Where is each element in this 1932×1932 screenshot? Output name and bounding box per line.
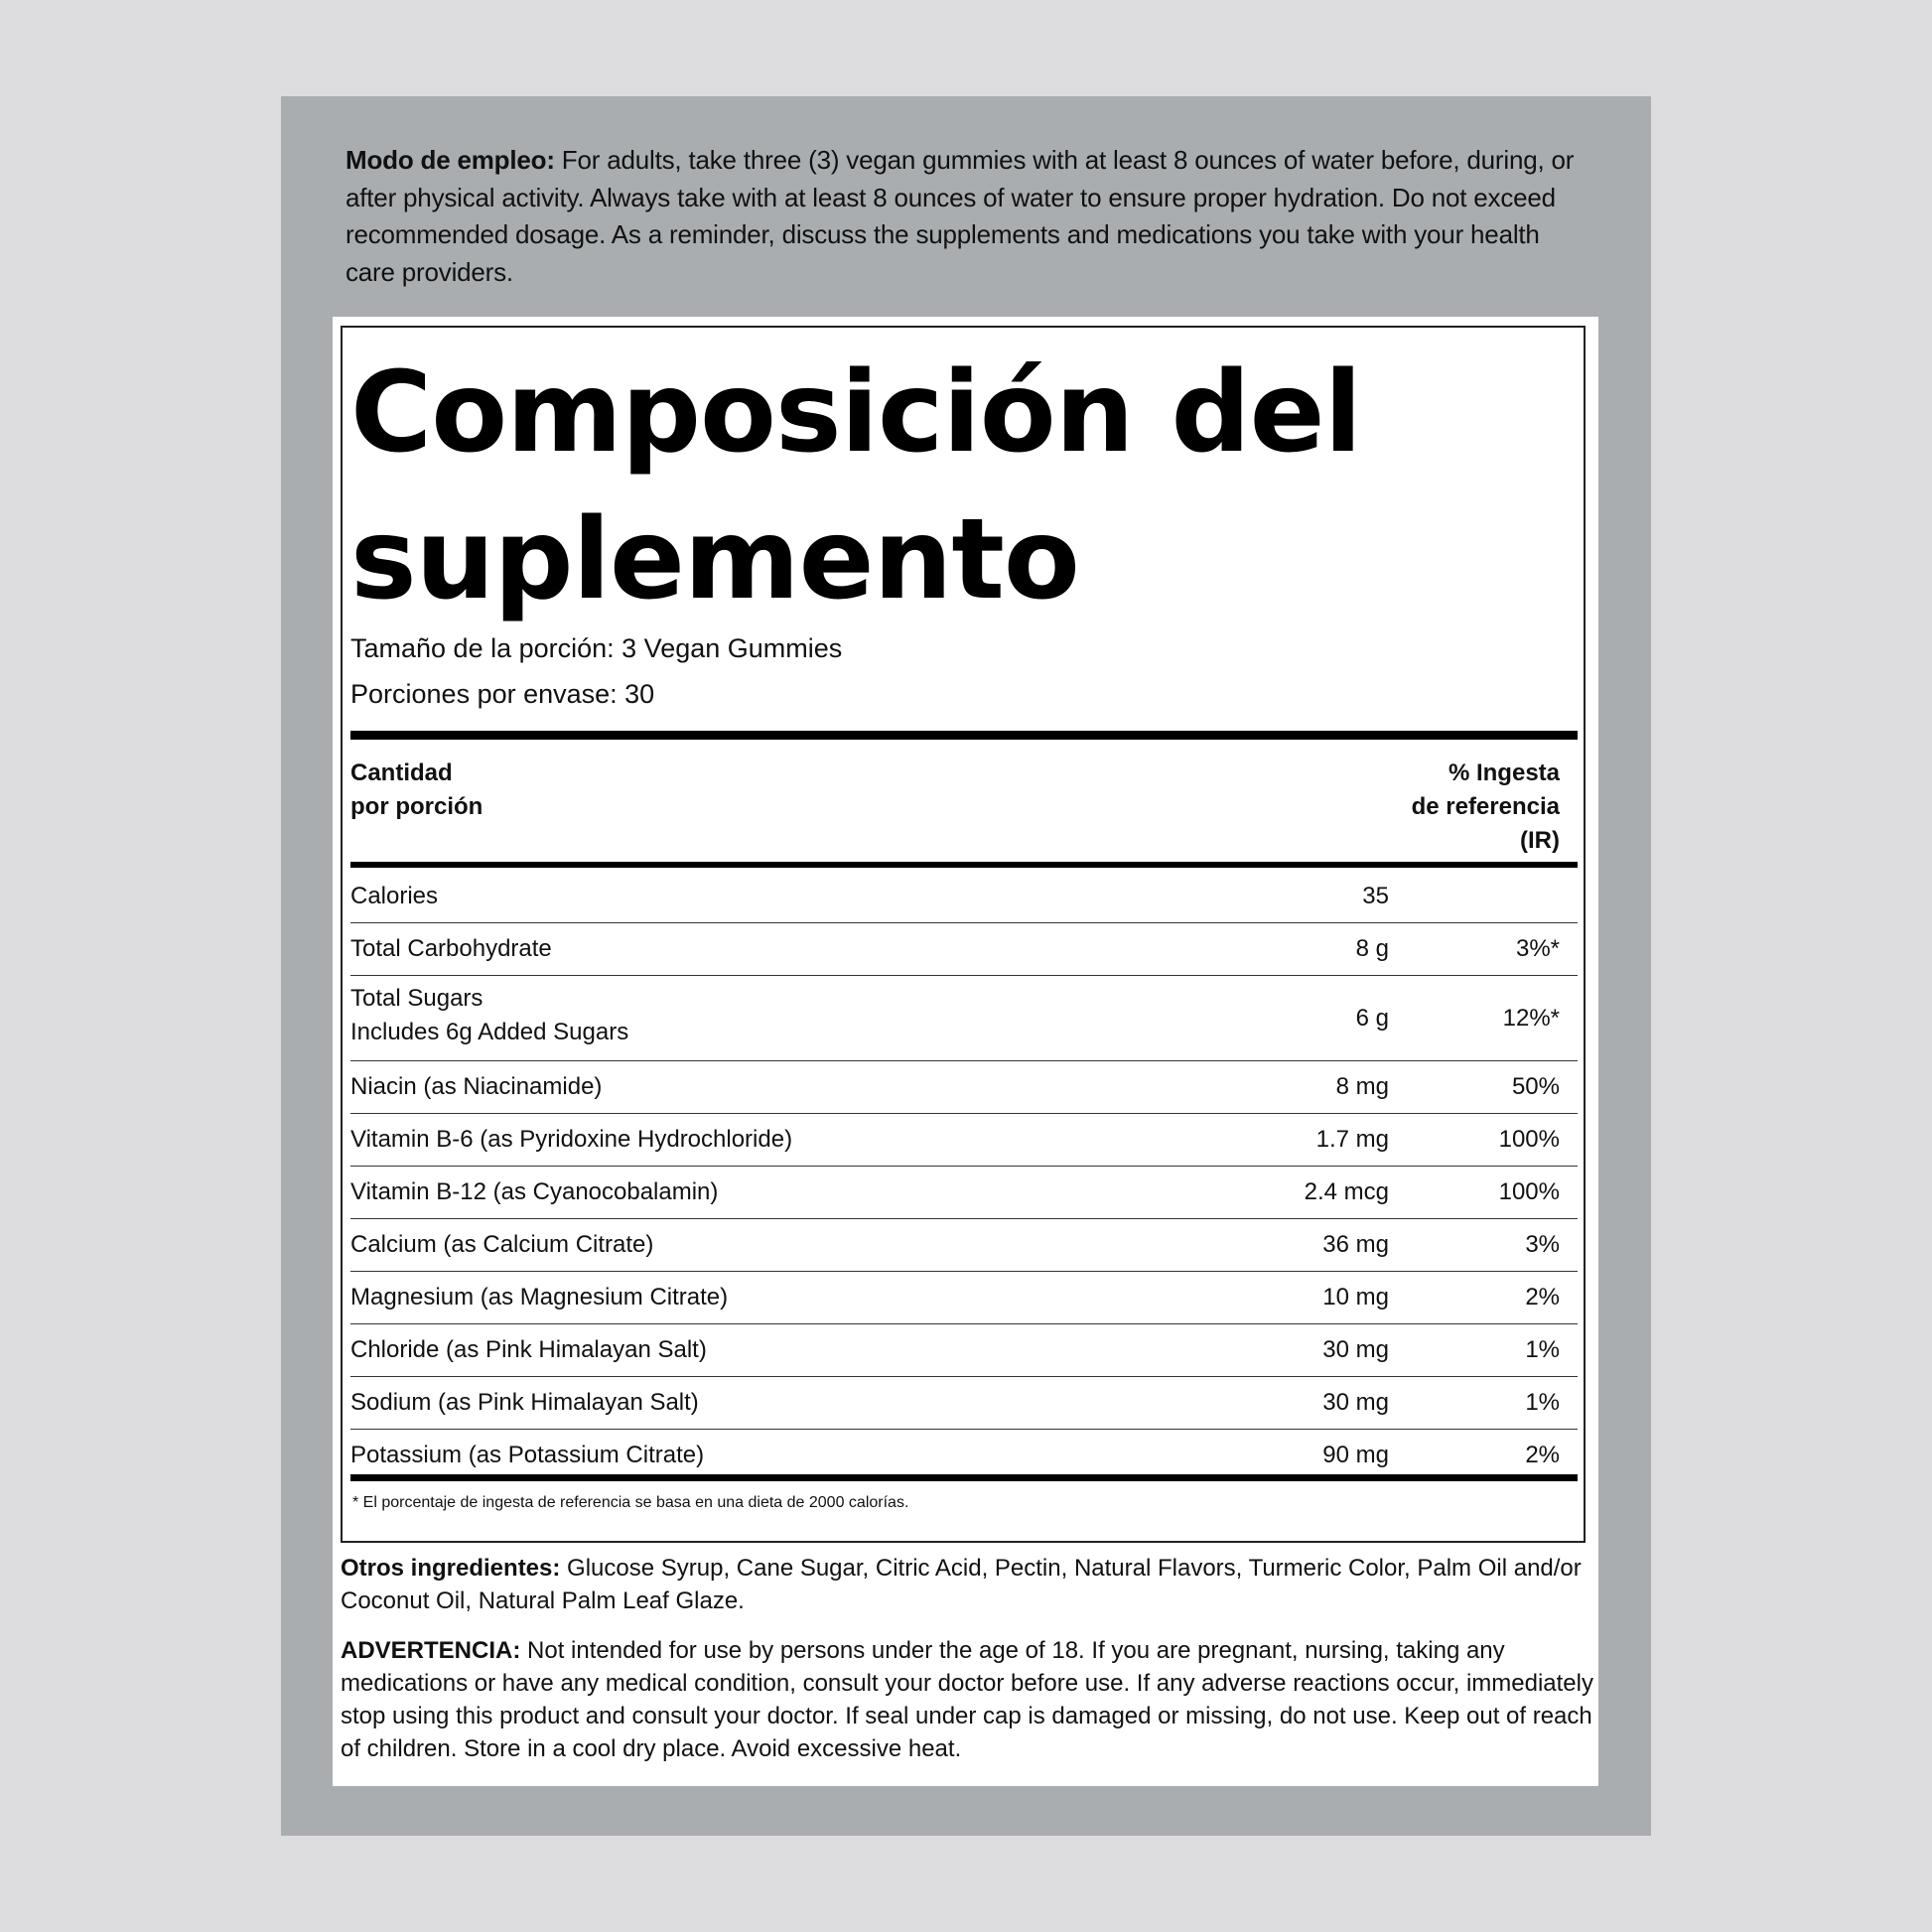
- label-panel: [281, 96, 1651, 1836]
- servings-per-container: Porciones por envase: 30: [350, 679, 655, 709]
- nutrient-name: Total Carbohydrate: [350, 935, 552, 962]
- supplement-facts-box: [341, 326, 1586, 1543]
- thick-divider-mid: [350, 862, 1578, 868]
- nutrient-name: Calcium (as Calcium Citrate): [350, 1231, 654, 1258]
- table-row: [350, 1272, 1578, 1324]
- table-row: [350, 1167, 1578, 1219]
- nutrient-daily-value: 1%: [1525, 1336, 1560, 1363]
- header-left-line2: por porción: [350, 793, 483, 820]
- facts-title-line2: suplemento: [350, 495, 1079, 624]
- table-row: [350, 871, 1578, 923]
- nutrient-daily-value: 3%: [1525, 1231, 1560, 1258]
- nutrient-amount: 90 mg: [1322, 1442, 1389, 1468]
- nutrient-name: Magnesium (as Magnesium Citrate): [350, 1284, 729, 1311]
- nutrient-daily-value: 50%: [1511, 1073, 1560, 1100]
- footnote: * El porcentaje de ingesta de referencia se basa en una dieta de 2000 calorías.: [352, 1494, 909, 1511]
- directions-body: For adults, take three (3) vegan gummies with at least 8 ounces of water before, during, or after physical activity. Always take with at least 8 ounces of water to ensure proper hydration. Do not exceed recommended dosage. As a reminder, discuss the supplements and medications you take with your health care providers.: [345, 145, 1575, 287]
- nutrient-daily-value: 12%*: [1502, 1004, 1560, 1032]
- table-row: [350, 1219, 1578, 1272]
- header-right-line1: % Ingesta: [1448, 759, 1560, 786]
- nutrient-amount: 2.4 mcg: [1304, 1178, 1389, 1205]
- warning: [341, 1634, 1593, 1765]
- white-card: [333, 317, 1598, 1786]
- table-row: [350, 976, 1578, 1061]
- warning-label: ADVERTENCIA:: [341, 1637, 521, 1664]
- serving-size: Tamaño de la porción: 3 Vegan Gummies: [350, 633, 843, 663]
- nutrient-daily-value: 100%: [1498, 1126, 1560, 1153]
- header-right-line2: de referencia: [1411, 793, 1560, 820]
- directions-text: [345, 142, 1577, 291]
- nutrient-table: [350, 871, 1578, 1481]
- header-amount-per-serving: [350, 757, 483, 824]
- nutrient-amount: 8 g: [1355, 935, 1389, 962]
- nutrient-amount: 8 mg: [1335, 1073, 1389, 1100]
- nutrient-name: Vitamin B-6 (as Pyridoxine Hydrochloride): [350, 1126, 793, 1153]
- nutrient-daily-value: 100%: [1498, 1178, 1560, 1205]
- nutrient-amount: 36 mg: [1322, 1231, 1389, 1258]
- header-right-line3: (IR): [1520, 827, 1560, 854]
- nutrient-amount: 10 mg: [1322, 1284, 1389, 1311]
- nutrient-name-line2: Includes 6g Added Sugars: [350, 1019, 629, 1045]
- thick-divider-bottom: [350, 1474, 1578, 1481]
- nutrient-amount: 30 mg: [1322, 1336, 1389, 1363]
- facts-title-line1: Composición del: [350, 348, 1361, 478]
- nutrient-amount: 6 g: [1355, 1004, 1389, 1032]
- nutrient-name: Niacin (as Niacinamide): [350, 1073, 603, 1100]
- nutrient-amount: 35: [1362, 883, 1389, 909]
- nutrient-name-line1: Total Sugars: [350, 985, 483, 1012]
- nutrient-name: Potassium (as Potassium Citrate): [350, 1442, 705, 1468]
- table-row: [350, 1114, 1578, 1167]
- nutrient-daily-value: 1%: [1525, 1389, 1560, 1416]
- nutrient-name: Chloride (as Pink Himalayan Salt): [350, 1336, 707, 1363]
- header-left-line1: Cantidad: [350, 759, 453, 786]
- other-ingredients-body: Glucose Syrup, Cane Sugar, Citric Acid, Pectin, Natural Flavors, Turmeric Color, Palm Oil and/or Coconut Oil, Natural Palm Leaf Glaze.: [341, 1555, 1582, 1614]
- nutrient-name: [350, 982, 628, 1049]
- table-row: [350, 1377, 1578, 1430]
- nutrient-amount: 1.7 mg: [1315, 1126, 1389, 1153]
- table-row: [350, 1061, 1578, 1114]
- thick-divider-top: [350, 731, 1578, 740]
- table-row: [350, 1324, 1578, 1377]
- nutrient-name: Sodium (as Pink Himalayan Salt): [350, 1389, 699, 1416]
- warning-body: Not intended for use by persons under the age of 18. If you are pregnant, nursing, taking any medications or have any medical condition, consult your doctor before use. If any adverse reactions occur, immediately stop using this product and consult your doctor. If seal under cap is damaged or missing, do not use. Keep out of reach of children. Store in a cool dry place. Avoid excessive heat.: [341, 1637, 1593, 1762]
- table-row: [350, 923, 1578, 976]
- facts-title: [350, 340, 1443, 633]
- other-ingredients-label: Otros ingredientes:: [341, 1555, 561, 1582]
- nutrient-daily-value: 3%*: [1515, 935, 1560, 962]
- nutrient-name: Vitamin B-12 (as Cyanocobalamin): [350, 1178, 719, 1205]
- nutrient-amount: 30 mg: [1322, 1389, 1389, 1416]
- other-ingredients: [341, 1552, 1582, 1617]
- header-daily-value: [1412, 757, 1560, 858]
- nutrient-daily-value: 2%: [1525, 1442, 1560, 1468]
- directions-label: Modo de empleo:: [345, 145, 555, 175]
- nutrient-daily-value: 2%: [1525, 1284, 1560, 1311]
- nutrient-name: Calories: [350, 883, 439, 909]
